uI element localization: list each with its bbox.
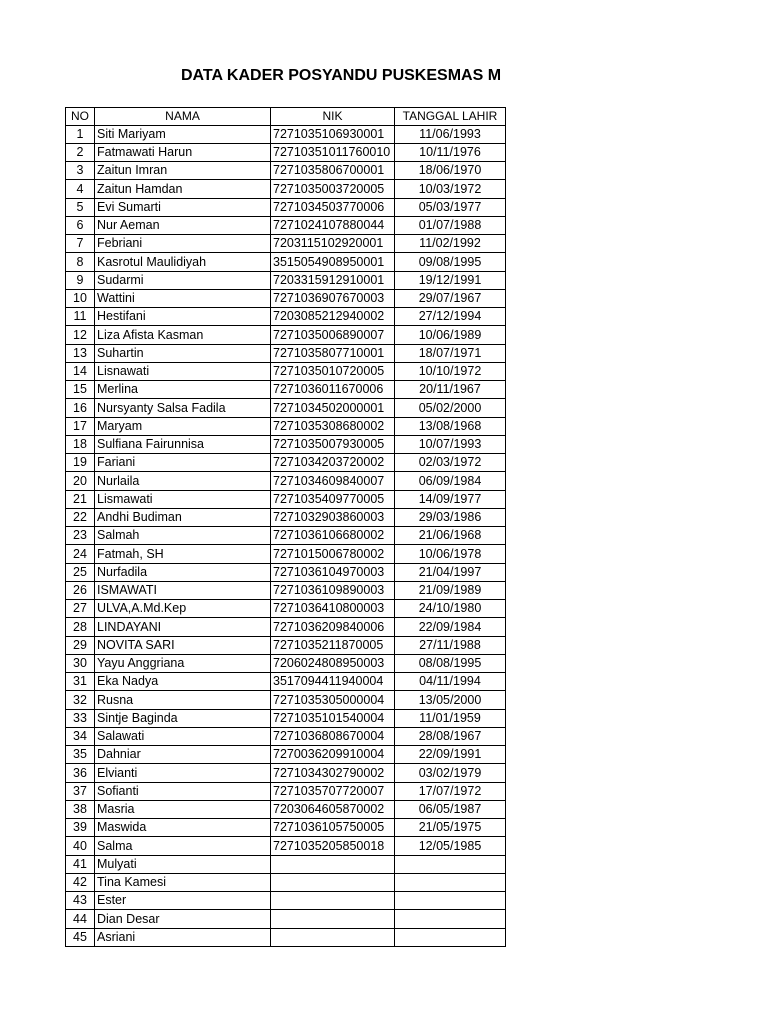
cell-nik: 7271034609840007 — [271, 472, 395, 490]
cell-no: 6 — [66, 216, 95, 234]
cell-nama: Salmah — [95, 527, 271, 545]
cell-nik: 7271034502000001 — [271, 399, 395, 417]
cell-nama: Wattini — [95, 289, 271, 307]
cell-no: 36 — [66, 764, 95, 782]
cell-no: 3 — [66, 162, 95, 180]
table-row — [66, 600, 506, 618]
cell-no: 24 — [66, 545, 95, 563]
cell-tanggal-lahir: 22/09/1984 — [395, 618, 506, 636]
cell-tanggal-lahir: 10/07/1993 — [395, 435, 506, 453]
table-row — [66, 308, 506, 326]
table-row — [66, 581, 506, 599]
cell-no: 8 — [66, 253, 95, 271]
cell-nik: 7270036209910004 — [271, 746, 395, 764]
cell-no: 29 — [66, 636, 95, 654]
cell-tanggal-lahir — [395, 855, 506, 873]
cell-tanggal-lahir: 28/08/1967 — [395, 727, 506, 745]
cell-no: 33 — [66, 709, 95, 727]
cell-nama: Masria — [95, 800, 271, 818]
cell-no: 38 — [66, 800, 95, 818]
cell-no: 18 — [66, 435, 95, 453]
cell-no: 34 — [66, 727, 95, 745]
cell-tanggal-lahir: 10/06/1978 — [395, 545, 506, 563]
table-row — [66, 910, 506, 928]
cell-nama: Fariani — [95, 454, 271, 472]
table-row — [66, 527, 506, 545]
cell-nik: 7271034503770006 — [271, 198, 395, 216]
table-row — [66, 235, 506, 253]
cell-tanggal-lahir: 10/03/1972 — [395, 180, 506, 198]
cell-tanggal-lahir: 21/06/1968 — [395, 527, 506, 545]
table-row — [66, 855, 506, 873]
cell-no: 16 — [66, 399, 95, 417]
cell-no: 13 — [66, 344, 95, 362]
cell-no: 1 — [66, 125, 95, 143]
cell-nik: 72710351011760010 — [271, 143, 395, 161]
cell-tanggal-lahir: 01/07/1988 — [395, 216, 506, 234]
cell-nik: 7271036109890003 — [271, 581, 395, 599]
cell-tanggal-lahir: 27/11/1988 — [395, 636, 506, 654]
cell-nik: 7271035806700001 — [271, 162, 395, 180]
table-body — [66, 125, 506, 946]
cell-nik: 7271032903860003 — [271, 508, 395, 526]
cell-nik: 7206024808950003 — [271, 654, 395, 672]
cell-tanggal-lahir: 05/03/1977 — [395, 198, 506, 216]
cell-nik: 7203315912910001 — [271, 271, 395, 289]
cell-nama: Liza Afista Kasman — [95, 326, 271, 344]
table-row — [66, 454, 506, 472]
cell-nama: Nur Aeman — [95, 216, 271, 234]
cell-nama: NOVITA SARI — [95, 636, 271, 654]
cell-nama: Suhartin — [95, 344, 271, 362]
cell-no: 37 — [66, 782, 95, 800]
cell-nik: 7271024107880044 — [271, 216, 395, 234]
table-row — [66, 271, 506, 289]
cell-nik: 7271035807710001 — [271, 344, 395, 362]
cell-nik: 7271036808670004 — [271, 727, 395, 745]
cell-tanggal-lahir: 02/03/1972 — [395, 454, 506, 472]
cell-nik: 7271035007930005 — [271, 435, 395, 453]
cell-nik: 7271034203720002 — [271, 454, 395, 472]
table-row — [66, 472, 506, 490]
table-row — [66, 362, 506, 380]
cell-tanggal-lahir: 21/05/1975 — [395, 819, 506, 837]
cell-nama: Sofianti — [95, 782, 271, 800]
cell-no: 39 — [66, 819, 95, 837]
table-row — [66, 198, 506, 216]
cell-tanggal-lahir: 04/11/1994 — [395, 673, 506, 691]
cell-tanggal-lahir: 29/07/1967 — [395, 289, 506, 307]
cell-tanggal-lahir: 18/07/1971 — [395, 344, 506, 362]
cell-nama: Maswida — [95, 819, 271, 837]
cell-nama: ULVA,A.Md.Kep — [95, 600, 271, 618]
cell-tanggal-lahir — [395, 873, 506, 891]
cell-no: 7 — [66, 235, 95, 253]
cell-no: 27 — [66, 600, 95, 618]
header-tanggal-lahir: TANGGAL LAHIR — [395, 108, 506, 126]
cell-nama: Nurlaila — [95, 472, 271, 490]
cell-nik: 7271036410800003 — [271, 600, 395, 618]
cell-nik: 7271035106930001 — [271, 125, 395, 143]
document-title: DATA KADER POSYANDU PUSKESMAS M — [181, 67, 502, 84]
cell-nik: 7203064605870002 — [271, 800, 395, 818]
cell-tanggal-lahir: 10/11/1976 — [395, 143, 506, 161]
cell-nik — [271, 873, 395, 891]
cell-tanggal-lahir: 12/05/1985 — [395, 837, 506, 855]
cell-nama: Kasrotul Maulidiyah — [95, 253, 271, 271]
cell-nik: 7271035409770005 — [271, 490, 395, 508]
table-row — [66, 545, 506, 563]
cell-nik: 7271034302790002 — [271, 764, 395, 782]
cell-nik — [271, 892, 395, 910]
cell-nik: 7271035101540004 — [271, 709, 395, 727]
cell-no: 44 — [66, 910, 95, 928]
cell-nik: 7271035205850018 — [271, 837, 395, 855]
cell-tanggal-lahir: 10/06/1989 — [395, 326, 506, 344]
cell-nik: 7271035707720007 — [271, 782, 395, 800]
cell-tanggal-lahir: 09/08/1995 — [395, 253, 506, 271]
cell-nik: 7203085212940002 — [271, 308, 395, 326]
cell-nik: 7271035003720005 — [271, 180, 395, 198]
cell-no: 2 — [66, 143, 95, 161]
cell-no: 17 — [66, 417, 95, 435]
cell-tanggal-lahir: 21/04/1997 — [395, 563, 506, 581]
cell-tanggal-lahir: 13/08/1968 — [395, 417, 506, 435]
cell-nik: 7271035006890007 — [271, 326, 395, 344]
cell-nama: Dahniar — [95, 746, 271, 764]
cell-nama: Zaitun Hamdan — [95, 180, 271, 198]
cell-no: 19 — [66, 454, 95, 472]
table-row — [66, 746, 506, 764]
cell-nama: Febriani — [95, 235, 271, 253]
table-row — [66, 289, 506, 307]
cell-nama: Yayu Anggriana — [95, 654, 271, 672]
cell-tanggal-lahir: 06/05/1987 — [395, 800, 506, 818]
cell-nik: 7271036105750005 — [271, 819, 395, 837]
cell-nama: Salma — [95, 837, 271, 855]
cell-no: 20 — [66, 472, 95, 490]
cell-nama: Maryam — [95, 417, 271, 435]
table-row — [66, 381, 506, 399]
table-row — [66, 417, 506, 435]
cell-tanggal-lahir: 24/10/1980 — [395, 600, 506, 618]
table-row — [66, 399, 506, 417]
cell-nik: 7271035308680002 — [271, 417, 395, 435]
header-row — [66, 108, 506, 126]
table-row — [66, 344, 506, 362]
cell-tanggal-lahir: 13/05/2000 — [395, 691, 506, 709]
table-row — [66, 782, 506, 800]
cell-nama: Lisnawati — [95, 362, 271, 380]
cell-no: 28 — [66, 618, 95, 636]
cell-nik: 7271036104970003 — [271, 563, 395, 581]
table-row — [66, 435, 506, 453]
cell-nik: 7271036106680002 — [271, 527, 395, 545]
cell-nama: Asriani — [95, 928, 271, 946]
cell-tanggal-lahir: 27/12/1994 — [395, 308, 506, 326]
cell-nik: 7271035305000004 — [271, 691, 395, 709]
cell-nama: Nursyanty Salsa Fadila — [95, 399, 271, 417]
table-row — [66, 709, 506, 727]
header-no: NO — [66, 108, 95, 126]
cell-no: 14 — [66, 362, 95, 380]
table-row — [66, 673, 506, 691]
cell-tanggal-lahir: 03/02/1979 — [395, 764, 506, 782]
table-row — [66, 618, 506, 636]
table-row — [66, 162, 506, 180]
cell-nik — [271, 855, 395, 873]
cell-no: 45 — [66, 928, 95, 946]
cell-tanggal-lahir: 20/11/1967 — [395, 381, 506, 399]
table-row — [66, 691, 506, 709]
cell-nama: Siti Mariyam — [95, 125, 271, 143]
cell-nama: Dian Desar — [95, 910, 271, 928]
cell-no: 9 — [66, 271, 95, 289]
table-row — [66, 216, 506, 234]
table-row — [66, 143, 506, 161]
cell-nama: Sulfiana Fairunnisa — [95, 435, 271, 453]
cell-nik: 3517094411940004 — [271, 673, 395, 691]
table-row — [66, 490, 506, 508]
cell-nik: 3515054908950001 — [271, 253, 395, 271]
table-row — [66, 180, 506, 198]
cell-no: 35 — [66, 746, 95, 764]
cell-nama: Evi Sumarti — [95, 198, 271, 216]
cell-tanggal-lahir: 11/01/1959 — [395, 709, 506, 727]
cell-no: 22 — [66, 508, 95, 526]
cell-nama: Tina Kamesi — [95, 873, 271, 891]
cell-tanggal-lahir: 08/08/1995 — [395, 654, 506, 672]
cell-no: 32 — [66, 691, 95, 709]
cell-tanggal-lahir — [395, 928, 506, 946]
cell-tanggal-lahir — [395, 910, 506, 928]
table-row — [66, 727, 506, 745]
cell-tanggal-lahir: 18/06/1970 — [395, 162, 506, 180]
table-row — [66, 873, 506, 891]
cell-tanggal-lahir: 21/09/1989 — [395, 581, 506, 599]
table-row — [66, 636, 506, 654]
table-row — [66, 928, 506, 946]
cell-no: 4 — [66, 180, 95, 198]
cell-nama: Rusna — [95, 691, 271, 709]
table-row — [66, 508, 506, 526]
cell-no: 15 — [66, 381, 95, 399]
cell-nama: ISMAWATI — [95, 581, 271, 599]
cell-tanggal-lahir: 22/09/1991 — [395, 746, 506, 764]
cell-nama: Mulyati — [95, 855, 271, 873]
cell-nama: Sintje Baginda — [95, 709, 271, 727]
cell-nik: 7203115102920001 — [271, 235, 395, 253]
table-row — [66, 326, 506, 344]
cell-nik: 7271036209840006 — [271, 618, 395, 636]
cell-tanggal-lahir: 14/09/1977 — [395, 490, 506, 508]
cell-tanggal-lahir: 05/02/2000 — [395, 399, 506, 417]
kader-table — [65, 107, 506, 947]
cell-nama: Ester — [95, 892, 271, 910]
cell-no: 21 — [66, 490, 95, 508]
cell-nama: Nurfadila — [95, 563, 271, 581]
cell-nik: 7271036011670006 — [271, 381, 395, 399]
table-row — [66, 800, 506, 818]
table-row — [66, 125, 506, 143]
table-row — [66, 892, 506, 910]
table-row — [66, 563, 506, 581]
cell-tanggal-lahir: 10/10/1972 — [395, 362, 506, 380]
cell-nik: 7271035211870005 — [271, 636, 395, 654]
cell-nama: LINDAYANI — [95, 618, 271, 636]
cell-nama: Zaitun Imran — [95, 162, 271, 180]
cell-tanggal-lahir: 06/09/1984 — [395, 472, 506, 490]
cell-no: 42 — [66, 873, 95, 891]
cell-nama: Andhi Budiman — [95, 508, 271, 526]
header-nama: NAMA — [95, 108, 271, 126]
cell-nama: Sudarmi — [95, 271, 271, 289]
cell-no: 41 — [66, 855, 95, 873]
cell-no: 30 — [66, 654, 95, 672]
table-header — [66, 108, 506, 126]
cell-nama: Eka Nadya — [95, 673, 271, 691]
cell-no: 31 — [66, 673, 95, 691]
cell-tanggal-lahir: 11/06/1993 — [395, 125, 506, 143]
cell-tanggal-lahir — [395, 892, 506, 910]
cell-no: 11 — [66, 308, 95, 326]
cell-no: 26 — [66, 581, 95, 599]
cell-nama: Salawati — [95, 727, 271, 745]
table-row — [66, 819, 506, 837]
cell-nama: Fatmah, SH — [95, 545, 271, 563]
cell-tanggal-lahir: 17/07/1972 — [395, 782, 506, 800]
cell-no: 23 — [66, 527, 95, 545]
cell-nik: 7271035010720005 — [271, 362, 395, 380]
cell-nik: 7271015006780002 — [271, 545, 395, 563]
cell-nama: Fatmawati Harun — [95, 143, 271, 161]
cell-nama: Lismawati — [95, 490, 271, 508]
table-row — [66, 764, 506, 782]
cell-nama: Hestifani — [95, 308, 271, 326]
cell-no: 10 — [66, 289, 95, 307]
cell-nik: 7271036907670003 — [271, 289, 395, 307]
cell-tanggal-lahir: 19/12/1991 — [395, 271, 506, 289]
cell-tanggal-lahir: 29/03/1986 — [395, 508, 506, 526]
cell-nik — [271, 928, 395, 946]
cell-nama: Merlina — [95, 381, 271, 399]
header-nik: NIK — [271, 108, 395, 126]
cell-nama: Elvianti — [95, 764, 271, 782]
cell-no: 5 — [66, 198, 95, 216]
table-row — [66, 837, 506, 855]
cell-no: 40 — [66, 837, 95, 855]
cell-no: 25 — [66, 563, 95, 581]
cell-tanggal-lahir: 11/02/1992 — [395, 235, 506, 253]
cell-no: 12 — [66, 326, 95, 344]
cell-no: 43 — [66, 892, 95, 910]
table-row — [66, 654, 506, 672]
cell-nik — [271, 910, 395, 928]
table-row — [66, 253, 506, 271]
